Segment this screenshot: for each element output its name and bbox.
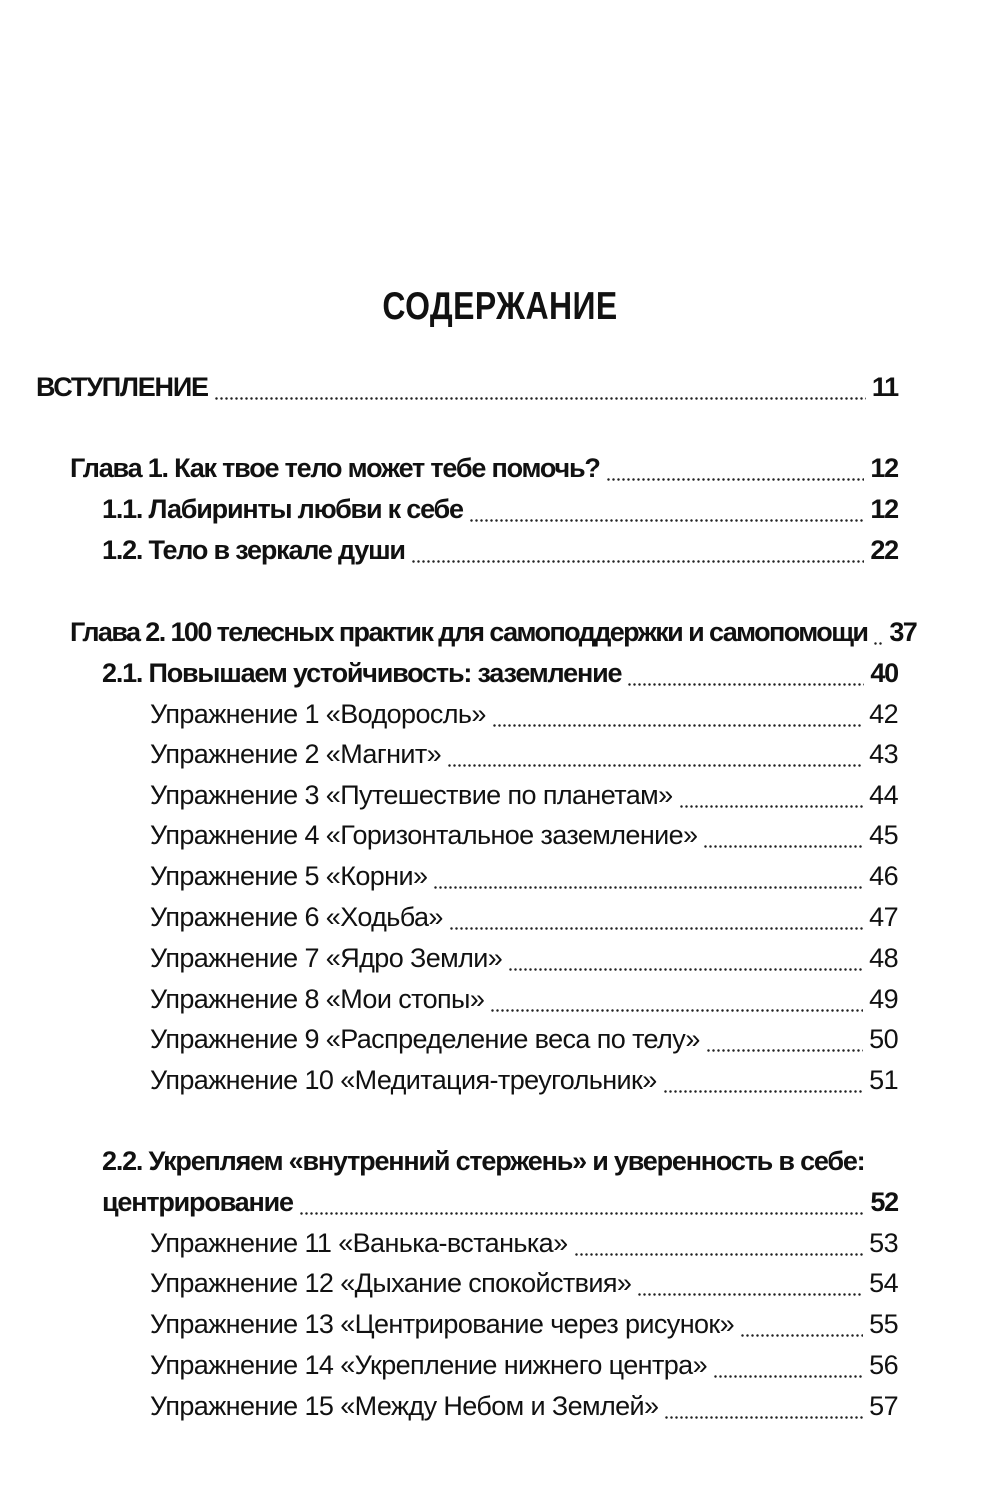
leader-dots (492, 694, 863, 734)
leader-dots (706, 1019, 863, 1059)
leader-dots (663, 1060, 864, 1100)
toc-entry-label: Упражнение 11 «Ванька-встанька» (150, 1228, 568, 1258)
toc-entry-exercise (150, 775, 898, 815)
toc-entry-exercise (150, 694, 898, 734)
toc-entry-page: 52 (870, 1187, 898, 1217)
toc-entry-label: Упражнение 15 «Между Небом и Землей» (150, 1391, 659, 1421)
toc-entry-page: 12 (870, 453, 898, 483)
toc-entry-page: 49 (869, 984, 898, 1014)
toc-entry-page: 47 (869, 902, 898, 932)
toc-entry-label: Упражнение 3 «Путешествие по планетам» (150, 780, 673, 810)
toc-entry-intro (36, 367, 898, 407)
toc-entry-label: Упражнение 6 «Ходьба» (150, 902, 443, 932)
toc-entry-label: Упражнение 4 «Горизонтальное заземление» (150, 820, 698, 850)
toc-entry-page: 40 (870, 658, 898, 688)
leader-dots (449, 897, 863, 937)
toc-entry-label: ВСТУПЛЕНИЕ (36, 372, 208, 402)
toc-entry-page: 43 (869, 739, 898, 769)
leader-dots (703, 815, 863, 855)
toc-entry-label: Упражнение 14 «Укрепление нижнего центра» (150, 1350, 707, 1380)
toc-entry-exercise (150, 1345, 898, 1385)
leader-dots (299, 1182, 865, 1222)
toc-entry-page: 42 (869, 699, 898, 729)
leader-dots (447, 734, 863, 774)
toc-entry-page: 37 (889, 617, 917, 647)
toc-entry-label: Упражнение 10 «Медитация-треугольник» (150, 1065, 657, 1095)
toc-entry-label: Упражнение 9 «Распределение веса по телу» (150, 1024, 700, 1054)
leader-dots (508, 938, 863, 978)
toc-entry-label: центрирование (102, 1187, 293, 1217)
toc-entry-page: 51 (869, 1065, 898, 1095)
toc-entry-page: 53 (869, 1228, 898, 1258)
toc-entry-exercise (150, 1304, 898, 1344)
toc-entry-exercise (150, 1263, 898, 1303)
leader-dots (574, 1223, 864, 1263)
toc-entry-label: Упражнение 7 «Ядро Земли» (150, 943, 503, 973)
toc-entry-label: Упражнение 12 «Дыхание спокойствия» (150, 1268, 632, 1298)
toc-entry-label: Упражнение 1 «Водоросль» (150, 699, 486, 729)
leader-dots (606, 448, 865, 488)
toc-entry-page: 55 (869, 1309, 898, 1339)
leader-dots (411, 530, 865, 570)
toc-entry-label: 1.1. Лабиринты любви к себе (102, 494, 463, 524)
toc-entry-label: 2.1. Повышаем устойчивость: заземление (102, 658, 622, 688)
toc-entry-chapter-1 (70, 448, 898, 488)
toc-entry-exercise (150, 979, 898, 1019)
leader-dots (664, 1386, 863, 1426)
toc-entry-page: 50 (869, 1024, 898, 1054)
leader-dots (627, 653, 864, 693)
page-title: СОДЕРЖАНИЕ (382, 285, 618, 328)
toc-entry-exercise (150, 1386, 898, 1426)
toc-entry-label: Упражнение 2 «Магнит» (150, 739, 442, 769)
toc-entry-page: 45 (869, 820, 898, 850)
toc-entry-chapter-2 (70, 612, 917, 652)
leader-dots (490, 979, 863, 1019)
toc-entry-page: 11 (871, 372, 898, 402)
toc-entry-page: 57 (869, 1391, 898, 1421)
toc-entry-label: Упражнение 5 «Корни» (150, 861, 428, 891)
toc-entry-page: 56 (869, 1350, 898, 1380)
toc-entry-page: 54 (869, 1268, 898, 1298)
toc-entry-section-1-2 (102, 530, 898, 570)
toc-entry-exercise (150, 1223, 898, 1263)
leader-dots (469, 489, 865, 529)
leader-dots (637, 1263, 863, 1303)
toc-entry-label: Глава 2. 100 телесных практик для самоподдержки и самопомощи (70, 617, 868, 647)
toc-entry-label: Упражнение 13 «Центрирование через рисунок» (150, 1309, 735, 1339)
toc-entry-exercise (150, 938, 898, 978)
toc-entry-label: 1.2. Тело в зеркале души (102, 535, 405, 565)
toc-entry-page: 44 (869, 780, 898, 810)
toc-entry-page: 22 (870, 535, 898, 565)
toc-entry-section-1-1 (102, 489, 898, 529)
toc-entry-page: 46 (869, 861, 898, 891)
leader-dots (433, 856, 863, 896)
toc-entry-exercise (150, 1060, 898, 1100)
toc-entry-label: Глава 1. Как твое тело может тебе помочь? (70, 453, 600, 483)
toc-entry-section-2-2-line1: 2.2. Укрепляем «внутренний стержень» и уверенность в себе: (102, 1146, 865, 1176)
toc-entry-exercise (150, 815, 898, 855)
toc-entry-label: Упражнение 8 «Мои стопы» (150, 984, 485, 1014)
toc-entry-page: 12 (870, 494, 898, 524)
toc-entry-exercise (150, 897, 898, 937)
toc-entry-page: 48 (869, 943, 898, 973)
toc-entry-section-2-2 (102, 1182, 898, 1222)
leader-dots (873, 612, 883, 652)
toc-entry-exercise (150, 856, 898, 896)
leader-dots (740, 1304, 863, 1344)
leader-dots (679, 775, 864, 815)
leader-dots (713, 1345, 863, 1385)
toc-entry-section-2-1 (102, 653, 898, 693)
toc-entry-exercise (150, 734, 898, 774)
toc-entry-exercise (150, 1019, 898, 1059)
leader-dots (214, 367, 866, 407)
